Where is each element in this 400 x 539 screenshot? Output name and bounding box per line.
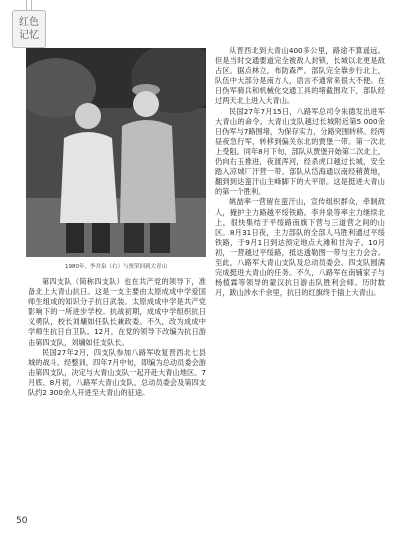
- right-paragraph-1: 从晋西北到大青山400多公里，路途不算遥远。但是当时交通要道完全被敌人封锁，长城以北更是敌占区，据点林立，布防森严。部队完全靠步行北上，队伍中大部分是南方人，语言不通常来很大不便。在日伪军骑兵和机械化交通工具的堵截围攻下，部队经过两天北上进入大青山。: [215, 46, 385, 106]
- historical-photo-illustration: [26, 48, 206, 257]
- right-column: [215, 46, 385, 298]
- right-paragraph-3: 姚喆率一营留在蛮汗山，宣传组织群众，牵制敌人，掩护主力路越平绥铁路。李井泉等率主力继续北上，很快集结于平绥路南旗下营与三道营之间的山区。8月31日夜，主力部队的全部人马胜利通过平绥铁路，于9月1日到达预定地点大滩和甘沟子。10月初，一营越过平绥路，抵达透勒图一带与主力会合。至此，八路军大青山支队及总动员委会、四支队圆满完成挺进大青山的任务。不久，八路军在南铺家子与杨植霖等领导的蒙汉抗日游击队胜利会师。历时数月，跋山涉水千余里，抗日的红旗终于插上大青山。: [215, 197, 385, 298]
- section-tag: [12, 10, 46, 48]
- left-column: [28, 277, 206, 398]
- left-paragraph-2: 民国27年2月，四支队参加八路军收复晋西北七县城的战斗。经整训，四年7月中旬，即编为总动员委会游击第四支队，决定与大青山支队一起开赴大青山地区。7月底、8月初，八路军大青山支队、总动员委会及第四支队约2 300余人开进至大青山的征途。: [28, 347, 206, 398]
- historical-photo: [26, 48, 206, 257]
- left-paragraph-1: 第四支队（简称四支队）也在共产党的领导下，准备北上大青山抗日。这是一支主要由太原成成中学爱国师生组成的知识分子抗日武装。太原成成中学是共产党影响下的一所进步学校。抗战初期，成成中学组织抗日义勇队，校长刘墉如任队长兼政委。不久，改为成成中学师生抗日自卫队。12月，在党的领导下改编为抗日游击第四支队，刘墉如任支队长。: [28, 277, 206, 347]
- section-tag-line1: 红色: [19, 17, 39, 28]
- photo-caption: 1980年，李井泉（右）与贾荣回到大青山: [65, 264, 167, 270]
- page-number: 50: [16, 516, 28, 526]
- section-tag-line2: 记忆: [19, 30, 39, 41]
- section-tag-hanger: [26, 0, 32, 10]
- right-paragraph-2: 民国27年7月15日，八路军总司令朱德发出进军大青山的命令。大青山支队越过长城附近第5 000余日伪军与7路围堵，为保存实力，分路突围转移。经两昼夜急行军，转移到偏关东北的贾堡一带。第一次北上受阻。同年8月下旬，部队从贾堡开始第二次北上，仍向右玉推进，夜渡浑河，经杀虎口越过长城，安全踏入凉城厂汗营一带。部队从岱海通以南经稍黄地，翻到到达蛮汗山主峰脚下的大平原。这是挺进大青山的第一个胜利。: [215, 106, 385, 197]
